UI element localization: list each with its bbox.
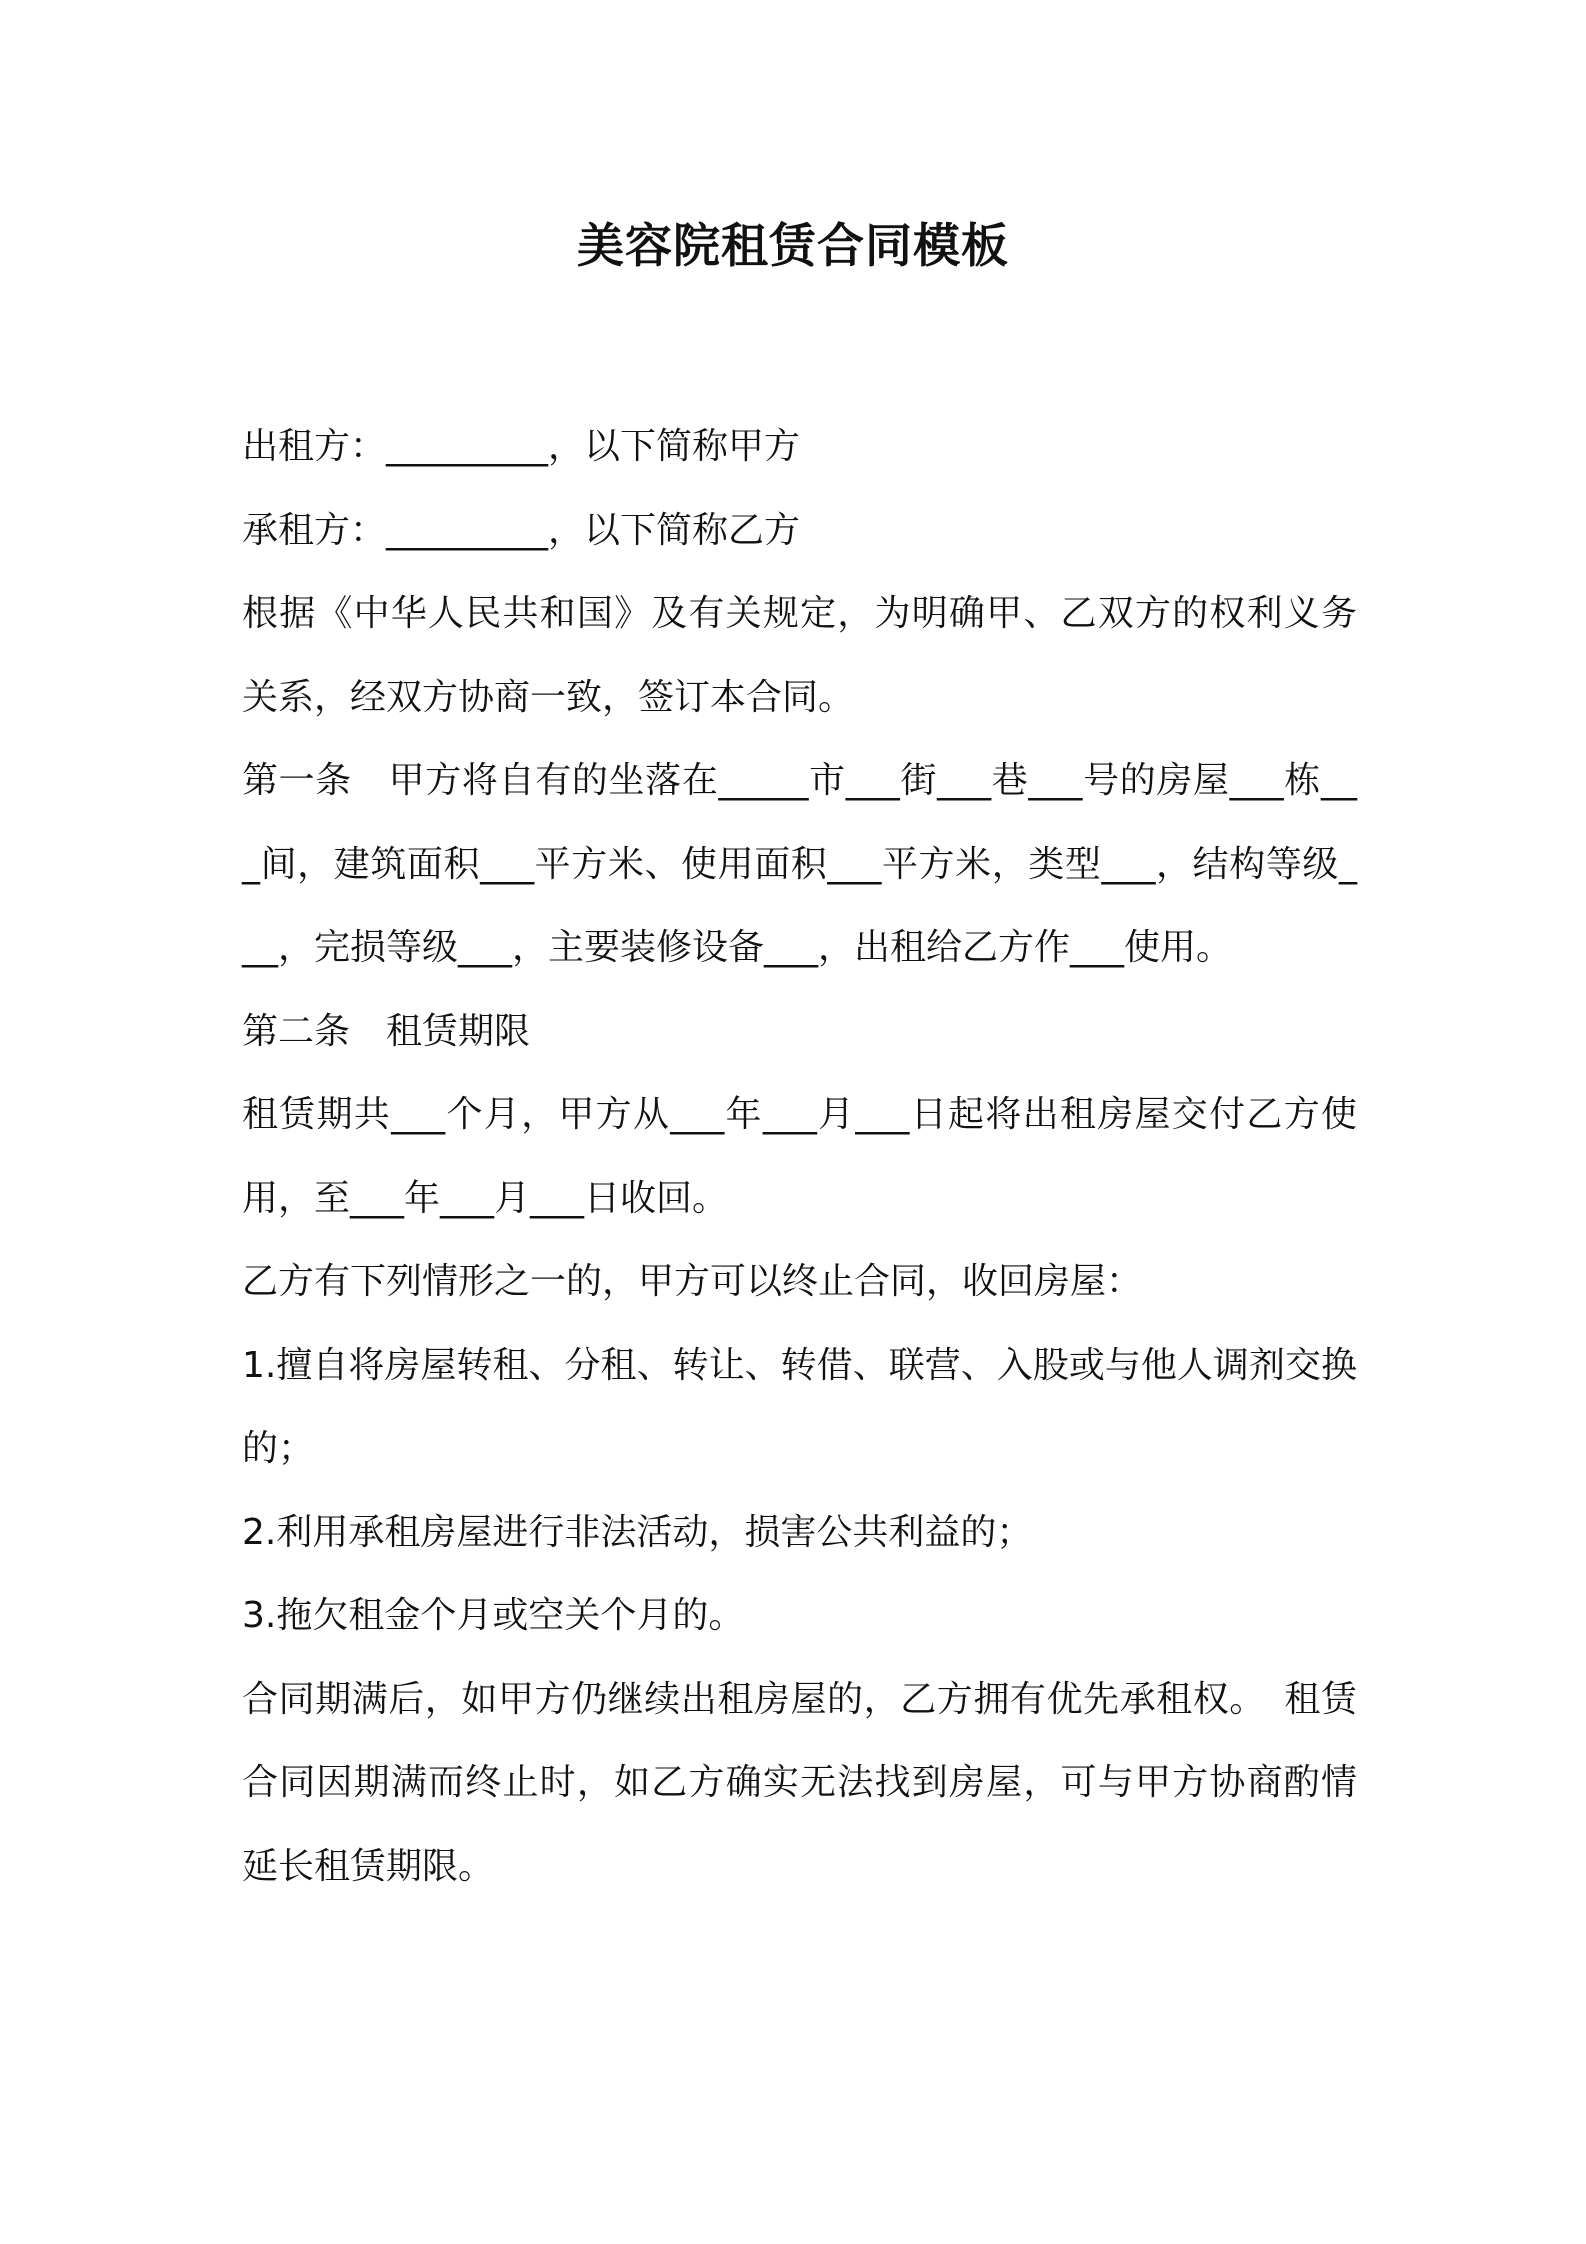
termination-item-1: 1.擅自将房屋转租、分租、转让、转借、联营、入股或与他人调剂交换的； — [242, 1344, 1357, 1469]
article-two-heading: 第二条 租赁期限 — [242, 1010, 531, 1052]
preamble-paragraph: 根据《中华人民共和国》及有关规定，为明确甲、乙双方的权利义务关系，经双方协商一致，签订本合同。 — [242, 593, 1357, 718]
lessee-line: 承租方：_________，以下简称乙方 — [242, 509, 801, 551]
renewal-paragraph: 合同期满后，如甲方仍继续出租房屋的，乙方拥有优先承租权。 租赁合同因期满而终止时，如乙方确实无法找到房屋，可与甲方协商酌情延长租赁期限。 — [242, 1678, 1357, 1887]
termination-item-3: 3.拖欠租金个月或空关个月的。 — [242, 1595, 745, 1636]
lease-term-paragraph: 租赁期共___个月，甲方从___年___月___日起将出租房屋交付乙方使用，至___年___月___日收回。 — [242, 1094, 1357, 1219]
lessor-line: 出租方：_________，以下简称甲方 — [242, 426, 801, 467]
termination-intro: 乙方有下列情形之一的，甲方可以终止合同，收回房屋： — [242, 1261, 1143, 1302]
document-body — [242, 405, 1357, 1908]
termination-item-2: 2.利用承租房屋进行非法活动，损害公共利益的； — [242, 1511, 1033, 1553]
article-one-paragraph: 第一条 甲方将自有的坐落在_____市___街___巷___号的房屋___栋___间，建筑面积___平方米、使用面积___平方米，类型___，结构等级___，完损等级___，主要装修设备___，出租给乙方作___使用。 — [242, 760, 1357, 968]
document-title: 美容院租赁合同模板 — [577, 219, 1009, 274]
